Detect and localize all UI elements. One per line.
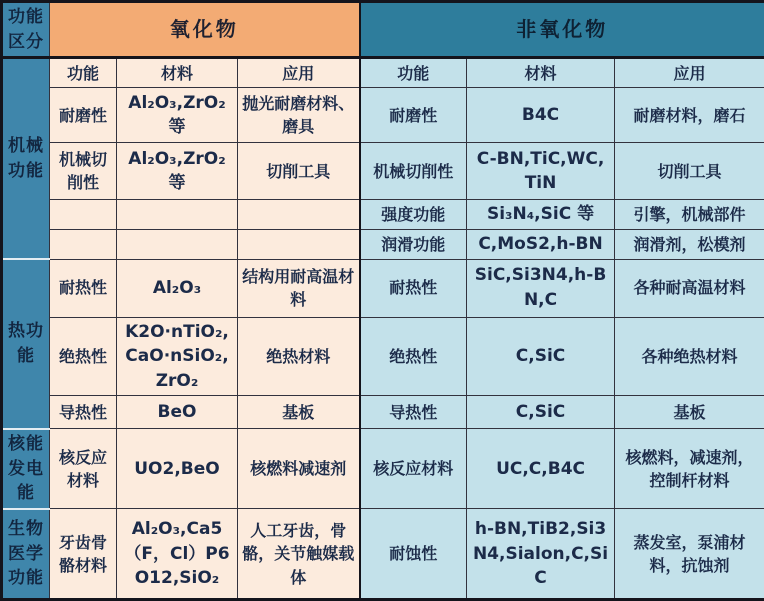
non-oxide-function-cell: 耐热性: [360, 259, 467, 317]
oxide-subheader-function: 功能: [50, 58, 117, 88]
non-oxide-material-cell: C,MoS2,h-BN: [467, 229, 615, 259]
non-oxide-material-cell: C,SiC: [467, 317, 615, 396]
oxide-function-cell: [50, 200, 117, 230]
oxide-application-cell: 基板: [238, 396, 360, 429]
non-oxide-subheader-material: 材料: [467, 58, 615, 88]
oxide-function-cell: 机械切削性: [50, 143, 117, 200]
oxide-material-cell: Al₂O₃,ZrO₂等: [117, 143, 238, 200]
non-oxide-material-cell: B4C: [467, 88, 615, 143]
non-oxide-function-cell: 润滑功能: [360, 229, 467, 259]
non-oxide-function-cell: 耐磨性: [360, 88, 467, 143]
non-oxide-function-cell: 强度功能: [360, 200, 467, 230]
non-oxide-application-cell: 切削工具: [615, 143, 764, 200]
oxide-material-cell: Al₂O₃: [117, 259, 238, 317]
non-oxide-application-cell: 蒸发室，泵浦材料，抗蚀剂: [615, 509, 764, 600]
oxide-function-cell: [50, 229, 117, 259]
category-mechanical: 机械功能: [2, 58, 50, 259]
oxide-material-cell: [117, 229, 238, 259]
non-oxide-material-cell: C-BN,TiC,WC,TiN: [467, 143, 615, 200]
non-oxide-function-cell: 导热性: [360, 396, 467, 429]
non-oxide-material-cell: UC,C,B4C: [467, 429, 615, 509]
oxide-function-cell: 绝热性: [50, 317, 117, 396]
non-oxide-function-cell: 绝热性: [360, 317, 467, 396]
non-oxide-application-cell: 润滑剂，松模剂: [615, 229, 764, 259]
oxide-function-cell: 耐磨性: [50, 88, 117, 143]
oxide-function-cell: 核反应材料: [50, 429, 117, 509]
non-oxide-subheader-application: 应用: [615, 58, 764, 88]
oxide-application-cell: [238, 229, 360, 259]
oxide-function-cell: 导热性: [50, 396, 117, 429]
category-biomedical: 生物医学功能: [2, 509, 50, 600]
non-oxide-material-cell: h-BN,TiB2,Si3N4,Sialon,C,SiC: [467, 509, 615, 600]
oxide-application-cell: 绝热材料: [238, 317, 360, 396]
oxide-material-cell: Al₂O₃,ZrO₂等: [117, 88, 238, 143]
oxide-application-cell: 抛光耐磨材料、磨具: [238, 88, 360, 143]
non-oxide-subheader-function: 功能: [360, 58, 467, 88]
oxide-material-cell: K2O·nTiO₂,CaO·nSiO₂,ZrO₂: [117, 317, 238, 396]
oxide-application-cell: [238, 200, 360, 230]
non-oxide-application-cell: 各种绝热材料: [615, 317, 764, 396]
non-oxide-material-cell: C,SiC: [467, 396, 615, 429]
non-oxide-material-cell: SiC,Si3N4,h-BN,C: [467, 259, 615, 317]
non-oxide-group-header: 非氧化物: [360, 2, 764, 58]
oxide-subheader-application: 应用: [238, 58, 360, 88]
oxide-application-cell: 结构用耐高温材料: [238, 259, 360, 317]
oxide-function-cell: 耐热性: [50, 259, 117, 317]
non-oxide-function-cell: 耐蚀性: [360, 509, 467, 600]
non-oxide-application-cell: 引擎，机械部件: [615, 200, 764, 230]
non-oxide-function-cell: 核反应材料: [360, 429, 467, 509]
oxide-subheader-material: 材料: [117, 58, 238, 88]
category-nuclear: 核能发电能: [2, 429, 50, 509]
oxide-material-cell: Al₂O₃,Ca5（F，Cl）P6O12,SiO₂: [117, 509, 238, 600]
oxide-group-header: 氧化物: [50, 2, 360, 58]
oxide-function-cell: 牙齿骨骼材料: [50, 509, 117, 600]
non-oxide-application-cell: 各种耐高温材料: [615, 259, 764, 317]
non-oxide-application-cell: 核燃料，减速剂，控制杆材料: [615, 429, 764, 509]
oxide-application-cell: 人工牙齿，骨骼，关节触媒载体: [238, 509, 360, 600]
oxide-material-cell: UO2,BeO: [117, 429, 238, 509]
oxide-application-cell: 核燃料减速剂: [238, 429, 360, 509]
non-oxide-application-cell: 耐磨材料，磨石: [615, 88, 764, 143]
non-oxide-application-cell: 基板: [615, 396, 764, 429]
corner-header: 功能区分: [2, 2, 50, 58]
oxide-application-cell: 切削工具: [238, 143, 360, 200]
category-thermal: 热功能: [2, 259, 50, 429]
non-oxide-material-cell: Si₃N₄,SiC 等: [467, 200, 615, 230]
non-oxide-function-cell: 机械切削性: [360, 143, 467, 200]
oxide-material-cell: BeO: [117, 396, 238, 429]
oxide-material-cell: [117, 200, 238, 230]
